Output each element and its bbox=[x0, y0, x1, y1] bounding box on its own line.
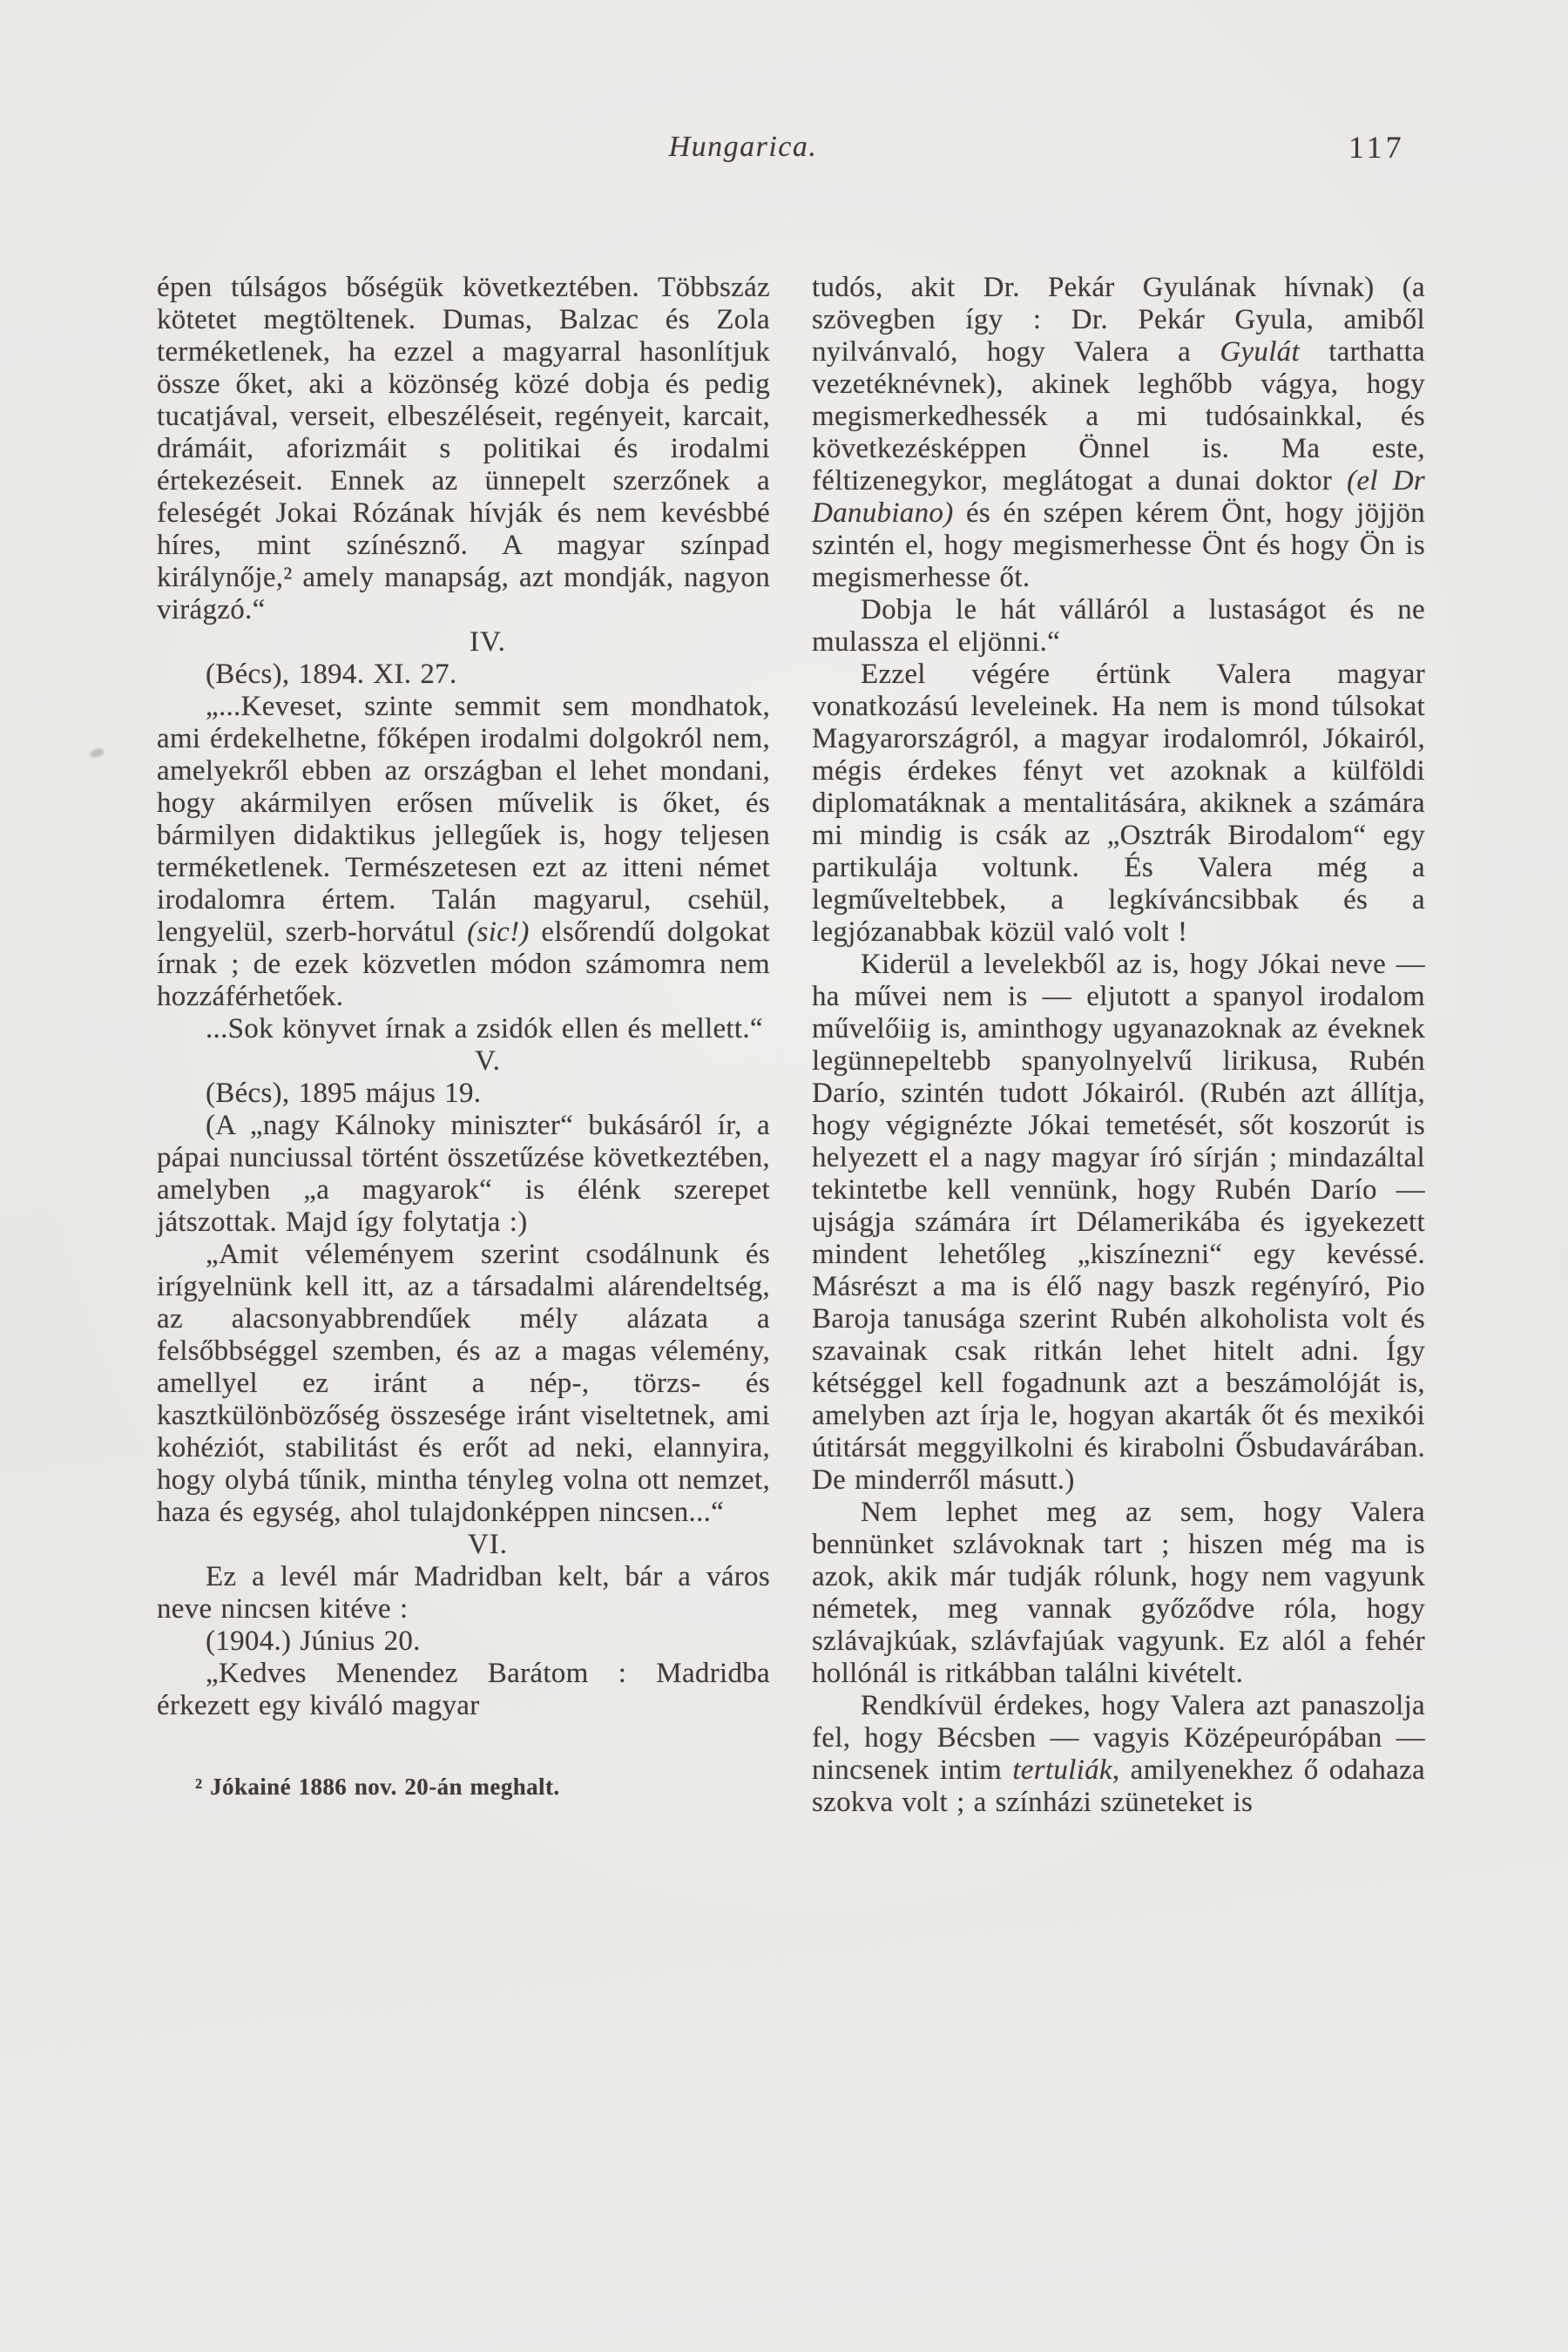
paragraph: ...Sok könyvet írnak a zsidók ellen és mellett.“ bbox=[206, 1013, 763, 1044]
paragraph: épen túlságos bőségük következtében. Többszáz kötetet megtöltenek. Dumas, Balzac és Zola terméketlenek, ha ezzel a magyarral hasonlítjuk össze őket, aki a közönség közé dobja és pedig tucatjával, verseit, elbeszéléseit, regényeit, karcait, drámáit, aforizmáit s politikai és irodalmi értekezéseit. Ennek az ünnepelt szerzőnek a feleségét Jokai Rózának hívják és nem kevésbbé híres, mint színésznő. A magyar színpad királynője,² amely manapság, azt mondják, nagyon virágzó.“ bbox=[157, 272, 770, 625]
body-text: , amilyenekhez ő odahaza szokva volt ; a színházi szüneteket is bbox=[812, 1754, 1425, 1818]
paragraph: Dobja le hát válláról a lustaságot és ne mulassza el eljönni.“ bbox=[812, 594, 1425, 658]
scan-smudge bbox=[89, 747, 105, 759]
section-heading-iv: IV. bbox=[470, 626, 506, 658]
paragraph: „Kedves Menendez Barátom : Madridba érkezett egy kiváló magyar bbox=[157, 1658, 770, 1721]
paragraph: Nem lephet meg az sem, hogy Valera bennünket szlávoknak tart ; hiszen még ma is azok, akik már tudják rólunk, hogy nem vagyunk németek, meg vannak győződve róla, hogy szlávajkúak, szlávfajúak vagyunk. Ez alól a fehér hollónál is ritkábban találni kivételt. bbox=[812, 1497, 1425, 1689]
running-title: Hungarica. bbox=[668, 131, 818, 163]
body-text: Rendkívül érdekes, hogy Valera azt panaszolja fel, hogy Bécsben — vagyis Középeurópában — nincsenek intim bbox=[812, 1690, 1425, 1786]
paragraph bbox=[157, 691, 770, 1013]
dateline-iv: (Bécs), 1894. XI. 27. bbox=[206, 659, 457, 690]
paragraph bbox=[812, 1690, 1425, 1819]
dateline-vi: (1904.) Június 20. bbox=[206, 1625, 421, 1657]
quote-text: elsőrendű dolgokat írnak ; de ezek közvetlen módon számomra nem hozzáférhetőek. bbox=[157, 916, 771, 1012]
paragraph: Ezzel végére értünk Valera magyar vonatkozású leveleinek. Ha nem is mond túlsokat Magyarországról, a magyar irodalomról, Jókairól, mégis érdekes fényt vet azoknak a külföldi diplomatáknak a mentalitására, akiknek a számára mi mindig is csák az „Osztrák Birodalom“ egy partikulája voltunk. És Valera még a legműveltebbek, a legkíváncsibbak és a legjózanabbak közül való volt ! bbox=[812, 659, 1425, 948]
quote-text: „...Keveset, szinte semmit sem mondhatok, ami érdekelhetne, főképen irodalmi dolgokról nem, amelyekről ebben az országban el lehet mondani, hogy akármilyen erősen művelik is őket, és bármilyen didaktikus jellegűek is, hogy teljesen terméketlenek. Természetesen ezt az itteni német irodalomra értem. Talán magyarul, csehül, lengyelül, szerb-horvátul bbox=[157, 691, 770, 948]
section-heading-v: V. bbox=[475, 1045, 501, 1077]
footnote: ² Jókainé 1886 nov. 20-án meghalt. bbox=[195, 1774, 560, 1800]
letter-text: és én szépen kérem Önt, hogy jöjjön szintén el, hogy megismerhesse Önt és hogy Ön is megismerhesse őt. bbox=[812, 497, 1425, 593]
paragraph: Ez a levél már Madridban kelt, bár a város neve nincsen kitéve : bbox=[157, 1561, 770, 1625]
paragraph: Kiderül a levelekből az is, hogy Jókai neve — ha művei nem is — eljutott a spanyol irodalom művelőiig is, aminthogy ugyanazoknak az éveknek legünnepeltebb spanyolnyelvű lirikusa, Rubén Darío, szintén tudott Jókairól. (Rubén azt állítja, hogy végignézte Jókai temetését, sőt koszorút is helyezett el a nagy magyar író sírján ; mindazáltal tekintetbe kell vennünk, hogy Rubén Darío — ujságja számára írt Délamerikába és igyekezett mindent lehetőleg „kiszínezni“ egy kevéssé. Másrészt a ma is élő nagy baszk regényíró, Pio Baroja tanusága szerint Rubén alkoholista volt és szavainak csak ritkán lehet hitelt adni. Így kétséggel kell fogadnunk azt a beszámolóját is, amelyben azt írja le, hogyan akarták őt és mexikói útitársát meggyilkolni és kirabolni Ősbudavárában. De minderről másutt.) bbox=[812, 949, 1425, 1496]
sic-annotation: (sic!) bbox=[467, 916, 530, 948]
section-heading-vi: VI. bbox=[467, 1529, 509, 1560]
right-column bbox=[812, 272, 1425, 1819]
dateline-v: (Bécs), 1895 május 19. bbox=[206, 1078, 482, 1109]
paragraph: (A „nagy Kálnoky miniszter“ bukásáról ír, a pápai nunciussal történt összetűzése következtében, amelyben „a magyarok“ is élénk szerepet játszottak. Majd így folytatja :) bbox=[157, 1110, 770, 1238]
paragraph bbox=[812, 272, 1425, 594]
page-number: 117 bbox=[1348, 130, 1405, 165]
paragraph: „Amit véleményem szerint csodálnunk és irígyelnünk kell itt, az a társadalmi alárendeltség, az alacsonyabbrendűek mély alázata a felsőbbséggel szemben, és az a magas vélemény, amellyel ez iránt a nép-, törzs- és kasztkülönbözőség összesége iránt viseltetnek, ami kohéziót, stabilitást és erőt ad neki, elannyira, hogy olybá tűnik, mintha tényleg volna ott nemzet, haza és egység, ahol tulajdonképpen nincsen...“ bbox=[157, 1239, 770, 1528]
letter-text: tarthatta vezetéknévnek), akinek leghőbb vágya, hogy megismerkedhessék a mi tudósainkkal, és következésképpen Önnel is. Ma este, féltizenegykor, meglátogat a dunai doktor bbox=[812, 336, 1425, 497]
italic-name: Gyulát bbox=[1220, 336, 1300, 368]
left-column bbox=[157, 272, 770, 1801]
italic-word: tertuliák bbox=[1012, 1754, 1112, 1786]
italic-phrase: (el Dr Danubiano) bbox=[812, 465, 1426, 529]
letter-text: tudós, akit Dr. Pekár Gyulának hívnak) (a szövegben így : Dr. Pekár Gyula, amiből nyilvánvaló, hogy Valera a bbox=[812, 272, 1425, 368]
